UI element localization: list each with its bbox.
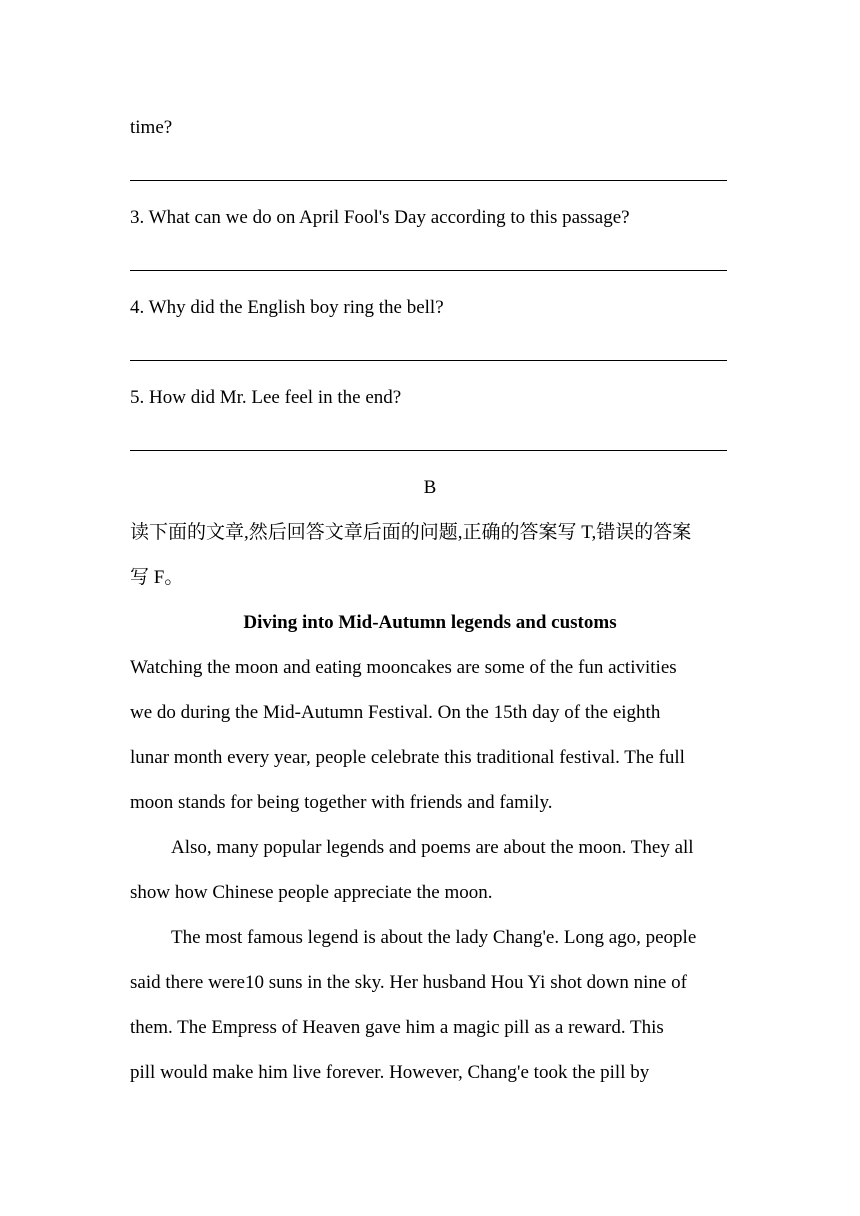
passage-line: show how Chinese people appreciate the moon. bbox=[130, 882, 493, 903]
answer-line-4 bbox=[130, 360, 727, 361]
passage-line: lunar month every year, people celebrate this traditional festival. The full bbox=[130, 747, 685, 768]
passage-line: moon stands for being together with friends and family. bbox=[130, 792, 553, 813]
question-4: 4. Why did the English boy ring the bell? bbox=[130, 297, 444, 318]
question-2-tail: time? bbox=[130, 117, 173, 138]
question-5: 5. How did Mr. Lee feel in the end? bbox=[130, 387, 402, 408]
passage-title: Diving into Mid-Autumn legends and customs bbox=[243, 612, 617, 633]
passage-line: said there were10 suns in the sky. Her husband Hou Yi shot down nine of bbox=[130, 972, 687, 993]
answer-line-3 bbox=[130, 270, 727, 271]
section-label: B bbox=[423, 477, 437, 498]
instruction-line-1: 读下面的文章,然后回答文章后面的问题,正确的答案写 T,错误的答案 bbox=[130, 522, 692, 543]
answer-line-5 bbox=[130, 450, 727, 451]
instruction-line-2: 写 F。 bbox=[130, 567, 184, 588]
passage-line: we do during the Mid-Autumn Festival. On the 15th day of the eighth bbox=[130, 702, 661, 723]
passage-line: Watching the moon and eating mooncakes are some of the fun activities bbox=[130, 657, 677, 678]
answer-line-2 bbox=[130, 180, 727, 181]
question-3: 3. What can we do on April Fool's Day according to this passage? bbox=[130, 207, 630, 228]
passage-line: pill would make him live forever. However, Chang'e took the pill by bbox=[130, 1062, 650, 1083]
passage-line: Also, many popular legends and poems are about the moon. They all bbox=[171, 837, 694, 858]
passage-line: The most famous legend is about the lady Chang'e. Long ago, people bbox=[171, 927, 697, 948]
passage-line: them. The Empress of Heaven gave him a magic pill as a reward. This bbox=[130, 1017, 664, 1038]
